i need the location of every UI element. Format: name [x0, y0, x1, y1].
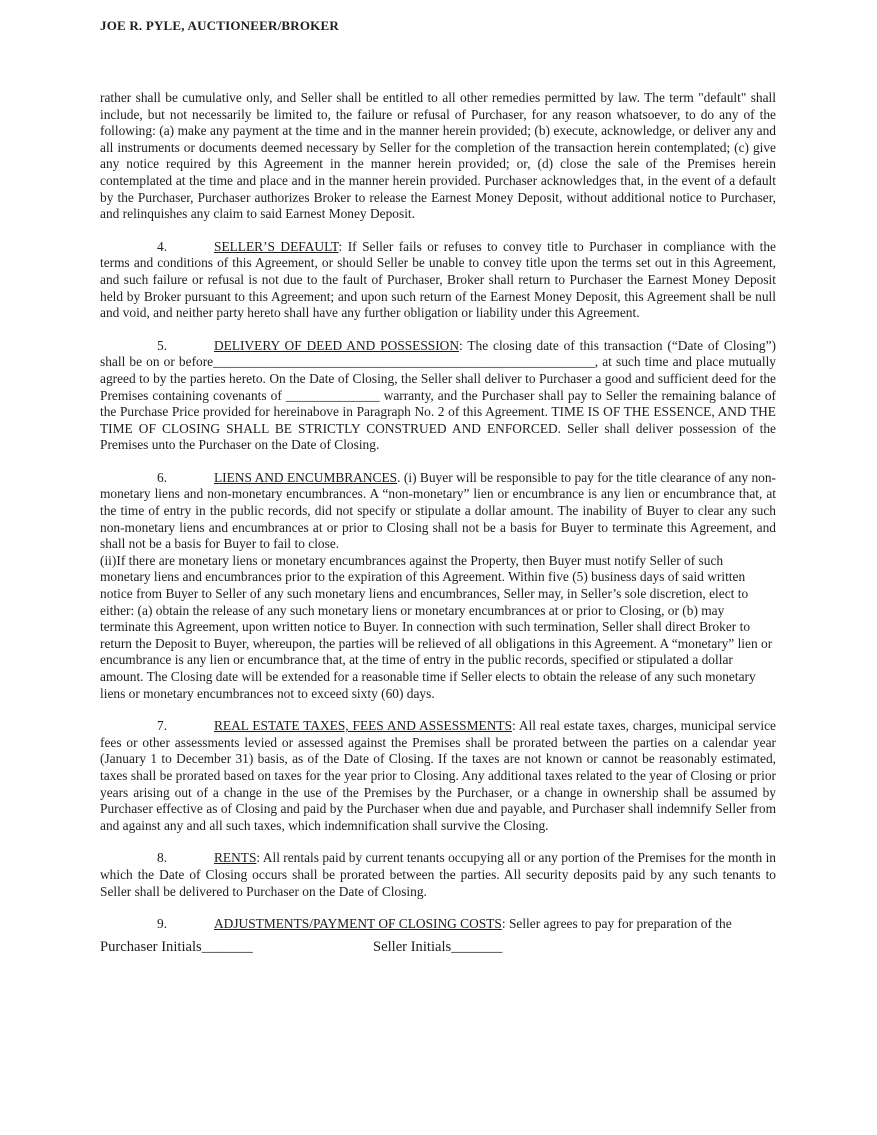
paragraph-6-subsection-ii-text: (ii)If there are monetary liens or monetary encumbrances against the Property, then Buyer must notify Seller of such monetary liens and encumbrances prior to the expiration of this Agreement. Within five (5) business days of said written notice from Buyer to Seller of any such monetary liens and encumbrances, Seller may, in Seller’s sole discretion, elect to either: (a) obtain the release of any such monetary liens or monetary encumbrances at or prior to Closing, or (b) may terminate this Agreement, upon written notice to Buyer. In connection with such termination, Seller shall direct Broker to return the Deposit to Buyer, whereupon, the parties will be relieved of all obligations in this Agreement. A “monetary” lien or encumbrance is any lien or encumbrance that, at the time of entry in the public records, specified or stipulated a dollar amount. The Closing date will be extended for a reasonable time if Seller elects to obtain the release of any such monetary liens or monetary encumbrances not to exceed sixty (60) days. [100, 552, 773, 701]
paragraph-6-subsection-ii [100, 553, 776, 702]
paragraph-4-number: 4. [157, 238, 168, 254]
paragraph-4-separator: : [338, 238, 343, 254]
seller-initials [373, 939, 502, 955]
paragraph-6 [100, 470, 776, 553]
paragraph-7-text: All real estate taxes, charges, municipal service fees or other assessments levied or assessed against the Premises shall be prorated between the parties on a calendar year (January 1 to December 31) basis, as of the Date of Closing. If the taxes are not known or cannot be reasonably estimated, taxes shall be prorated based on taxes for the year prior to Closing. Any additional taxes related to the year of Closing or prior years arising out of a change in the use of the Premises by the Purchaser, or a change in ownership shall be assumed by Purchaser effective as of Closing and paid by the Purchaser when due and payable, and Purchaser shall indemnify Seller from and against any and all such taxes, which indemnification shall survive the Closing. [100, 718, 776, 833]
intro-paragraph-text: rather shall be cumulative only, and Seller shall be entitled to all other remedies permitted by law. The term "default" shall include, but not necessarily be limited to, the failure or refusal of Purchaser, for any reason whatsoever, to do any of the following: (a) make any payment at the time and in the manner herein provided; (b) execute, acknowledge, or deliver any and all instruments or documents deemed necessary by Seller for the completion of the transaction herein contemplated; (c) give any notice required by this Agreement in the manner herein provided; or, (d) close the sale of the Premises herein contemplated at the time and place and in the manner herein provided. Purchaser acknowledges that, in the event of a default by the Purchaser, Purchaser authorizes Broker to release the Earnest Money Deposit, without additional notice to Purchaser, and relinquishes any claim to said Earnest Money Deposit. [100, 90, 776, 222]
seller-initials-label: Seller Initials [373, 938, 452, 955]
paragraph-7-number: 7. [157, 718, 168, 734]
paragraph-9-text: Seller agrees to pay for preparation of the [508, 916, 732, 932]
paragraph-9-number: 9. [157, 916, 168, 932]
purchaser-initials [100, 939, 373, 956]
paragraph-5-heading: DELIVERY OF DEED AND POSSESSION [214, 337, 460, 353]
seller-initials-blank: _______ [451, 938, 503, 955]
paragraph-5-number: 5. [157, 337, 168, 353]
purchaser-initials-label: Purchaser Initials [100, 938, 202, 955]
initials-footer [100, 939, 776, 956]
paragraph-4-heading: SELLER’S DEFAULT [214, 238, 339, 254]
paragraph-6-heading: LIENS AND ENCUMBRANCES [214, 469, 398, 485]
paragraph-9-heading: ADJUSTMENTS/PAYMENT OF CLOSING COSTS [214, 916, 502, 932]
paragraph-7 [100, 718, 776, 834]
paragraph-4-text: If Seller fails or refuses to convey title to Purchaser in compliance with the terms and conditions of this Agreement, or should Seller be unable to convey title upon the terms set out in this Agreement, and such failure or refusal is not due to the fault of Purchaser, Broker shall return to Purchaser the Earnest Money Deposit held by Broker pursuant to this Agreement; and upon such return of the Earnest Money Deposit, this Agreement shall be null and void, and neither party hereto shall have any further obligation or liability under this Agreement. [100, 238, 776, 321]
paragraph-5-separator: : [459, 337, 463, 353]
paragraph-7-heading: REAL ESTATE TAXES, FEES AND ASSESSMENTS [214, 718, 513, 734]
purchaser-initials-blank: _______ [201, 938, 253, 955]
paragraph-8-text: All rentals paid by current tenants occupying all or any portion of the Premises for the month in which the Date of Closing occurs shall be prorated between the parties. All security deposits paid by any such tenants to Seller shall be delivered to Purchaser on the Date of Closing. [100, 850, 776, 899]
paragraph-8 [100, 850, 776, 900]
paragraph-8-number: 8. [157, 850, 168, 866]
paragraph-4 [100, 239, 776, 322]
paragraph-5-text: The closing date of this transaction (“Date of Closing”) shall be on or before_________________________________________________________, at such time and place mutually agreed to by the parties hereto. On the Date of Closing, the Seller shall deliver to Purchaser a good and sufficient deed for the Premises containing covenants of ______________ warranty, and the Purchaser shall pay to Seller the remaining balance of the Purchase Price provided for hereinabove in Paragraph No. 2 of this Agreement. TIME IS OF THE ESSENCE, AND THE TIME OF CLOSING SHALL BE STRICTLY CONSTRUED AND ENFORCED. Seller shall deliver possession of the Premises unto the Purchaser on the Date of Closing. [100, 337, 776, 453]
intro-paragraph [100, 90, 776, 223]
paragraph-9-separator: : [501, 916, 506, 932]
paragraph-8-heading: RENTS [214, 850, 257, 866]
paragraph-8-separator: : [256, 850, 261, 866]
paragraph-6-text: (i) Buyer will be responsible to pay for the title clearance of any non-monetary liens and non-monetary encumbrances. A “non-monetary” lien or encumbrance is any lien or encumbrance that, at the time of entry in the public records, did not specify or stipulate a dollar amount. The inability of Buyer to clear any such non-monetary liens and encumbrances at or prior to Closing shall not be a basis for Buyer to terminate this Agreement, and shall not be a basis for Buyer to fail to close. [100, 469, 776, 552]
document-body [100, 90, 776, 933]
paragraph-9 [100, 916, 776, 933]
page-header-title: JOE R. PYLE, AUCTIONEER/BROKER [100, 18, 339, 33]
paragraph-6-number: 6. [157, 469, 168, 485]
paragraph-7-separator: : [512, 718, 516, 734]
paragraph-5 [100, 338, 776, 454]
paragraph-6-separator: . [397, 469, 401, 485]
